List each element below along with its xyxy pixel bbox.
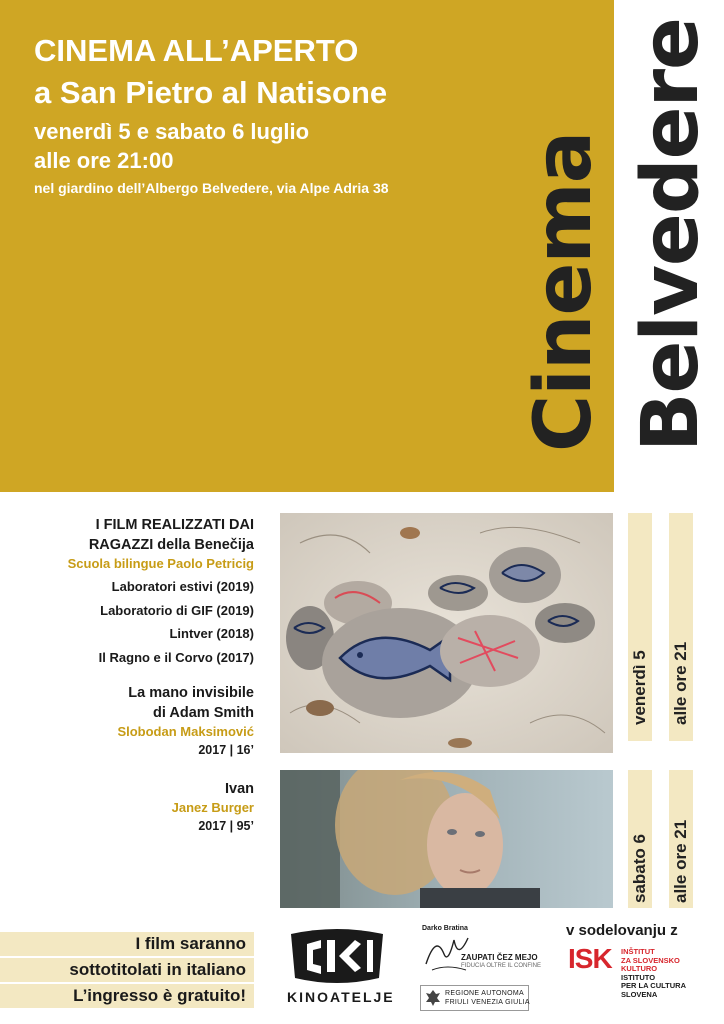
event-venue: nel giardino dell’Albergo Belvedere, via Alpe Adria 38	[34, 180, 389, 196]
film-title-2: di Adam Smith	[153, 705, 254, 721]
film-meta: 2017 | 95’	[198, 819, 254, 833]
isk-line: PER LA CULTURA	[621, 981, 686, 990]
region-logo-box	[420, 985, 529, 1011]
event-dates: venerdì 5 e sabato 6 luglio	[34, 119, 310, 144]
event-time: alle ore 21:00	[34, 148, 174, 173]
note-subtitles-2: sottotitolati in italiano	[0, 958, 254, 982]
note-free-entry: L’ingresso è gratuito!	[0, 984, 254, 1008]
program-block-kids	[68, 515, 254, 669]
isk-line: KULTURO	[621, 964, 658, 973]
isk-line: ISTITUTO	[621, 972, 656, 982]
note-subtitles-1: I film saranno	[0, 932, 254, 956]
program-block-mano	[117, 683, 254, 759]
region-line-1: REGIONE AUTONOMA	[445, 990, 524, 997]
kids-heading-2: RAGAZZI della Benečija	[88, 537, 254, 553]
kids-heading-1: I FILM REALIZZATI DAI	[95, 517, 254, 533]
film-item: Laboratori estivi (2019)	[111, 579, 254, 594]
brand-word-cinema: Cinema	[519, 131, 609, 452]
collab-label: v sodelovanju z	[566, 922, 678, 939]
film-title: Ivan	[224, 781, 254, 797]
event-location: a San Pietro al Natisone	[34, 75, 388, 110]
region-line-2: FRIULI VENEZIA GIULIA	[445, 999, 530, 1006]
isk-abbr: ISK	[568, 943, 612, 974]
bratina-tagline-1: ZAUPATI ČEZ MEJO	[461, 953, 538, 962]
isk-line: SLOVENA	[621, 989, 658, 999]
day1-time: alle ore 21	[671, 641, 690, 725]
program-block-ivan	[172, 779, 254, 835]
day2-label: sabato 6	[630, 834, 649, 903]
photo-painted-stones	[280, 513, 613, 753]
event-title: CINEMA ALL’APERTO	[34, 33, 359, 68]
kinoatelje-logo	[287, 926, 387, 984]
film-item: Lintver (2018)	[169, 626, 254, 641]
school-name: Scuola bilingue Paolo Petricig	[67, 556, 254, 571]
brand-word-belvedere: Belvedere	[626, 18, 716, 452]
region-eagle-icon	[425, 988, 441, 1008]
kinoatelje-label: KINOATELJE	[287, 989, 395, 1005]
film-meta: 2017 | 16’	[198, 743, 254, 757]
bratina-name: Darko Bratina	[422, 925, 468, 932]
isk-name-block	[621, 948, 686, 999]
isk-line: ZA SLOVENSKO	[621, 955, 680, 965]
day1-label: venerdì 5	[630, 650, 649, 725]
day2-time: alle ore 21	[671, 819, 690, 903]
film-item: Il Ragno e il Corvo (2017)	[98, 649, 254, 665]
film-director: Janez Burger	[171, 800, 254, 815]
film-item: Laboratorio di GIF (2019)	[100, 602, 254, 618]
bratina-tagline-2: FIDUCIA OLTRE IL CONFINE	[461, 963, 542, 969]
isk-line: INŠTITUT	[621, 947, 655, 956]
photo-ivan-still	[280, 770, 613, 908]
film-title: La mano invisibile	[128, 685, 254, 701]
film-director: Slobodan Maksimović	[117, 724, 254, 739]
